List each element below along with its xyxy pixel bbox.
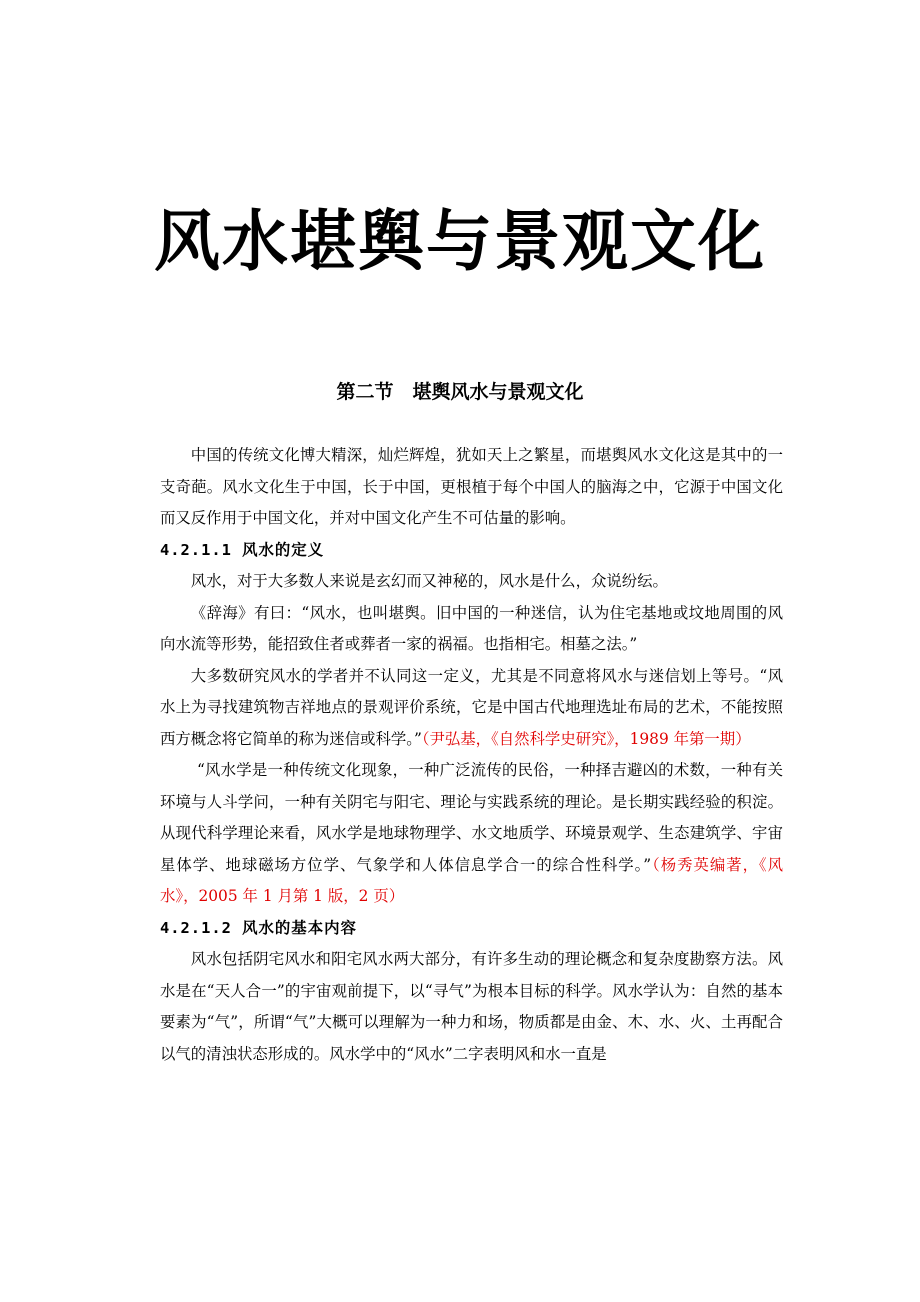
paragraph-basics: 风水包括阴宅风水和阳宅风水两大部分，有许多生动的理论概念和复杂度勘察方法。风水是在“天人合一”的宇宙观前提下，以“寻气”为根本目标的科学。风水学认为：自然的基本要素为“气”，所谓“气”大概可以理解为一种力和场，物质都是由金、木、水、火、土再配合以气的清浊状态形成的。风水学中的“风水”二字表明风和水一直是 — [160, 950, 783, 1063]
paragraph-fengshui-study — [160, 755, 783, 913]
section-heading: 第二节 堪舆风水与景观文化 — [336, 381, 584, 403]
subsection-heading-basics: 4.2.1.2 风水的基本内容 — [160, 918, 357, 937]
paragraph-fengshui-study-text: “风水学是一种传统文化现象，一种广泛流传的民俗，一种择吉避凶的术数，一种有关环境与人斗学问，一种有关阴宅与阳宅、理论与实践系统的理论。是长期实践经验的积淀。从现代科学理论来看，风水学是地球物理学、水文地质学、环境景观学、生态建筑学、宇宙星体学、地球磁场方位学、气象学和人体信息学合一的综合性科学。” — [160, 761, 783, 874]
intro-paragraph: 中国的传统文化博大精深，灿烂辉煌，犹如天上之繁星，而堪舆风水文化这是其中的一支奇葩。风水文化生于中国，长于中国，更根植于每个中国人的脑海之中，它源于中国文化而又反作用于中国文化，并对中国文化产生不可估量的影响。 — [160, 446, 783, 527]
citation-yang: （杨秀英编著，《风水》，2005 年 1 月第 1 版，2 页） — [160, 855, 783, 905]
document-body — [160, 440, 783, 1070]
subsection-heading-definition: 4.2.1.1 风水的定义 — [160, 540, 325, 559]
paragraph-scholars — [160, 661, 783, 756]
paragraph-scholars-text: 大多数研究风水的学者并不认同这一定义，尤其是不同意将风水与迷信划上等号。“风水上为寻找建筑物吉祥地点的景观评价系统，它是中国古代地理选址布局的艺术，不能按照西方概念将它简单的称为迷信或科学。” — [160, 666, 783, 748]
paragraph-definition-1: 风水，对于大多数人来说是玄幻而又神秘的，风水是什么，众说纷纭。 — [190, 572, 668, 590]
document-title: 风水堪舆与景观文化 — [154, 202, 766, 280]
citation-yin: （尹弘基，《自然科学史研究》，1989 年第一期） — [421, 729, 751, 748]
paragraph-cihai-quote: 《辞海》有曰：“风水，也叫堪舆。旧中国的一种迷信，认为住宅基地或坟地周围的风向水流等形势，能招致住者或葬者一家的祸福。也指相宅。相墓之法。” — [160, 603, 783, 653]
